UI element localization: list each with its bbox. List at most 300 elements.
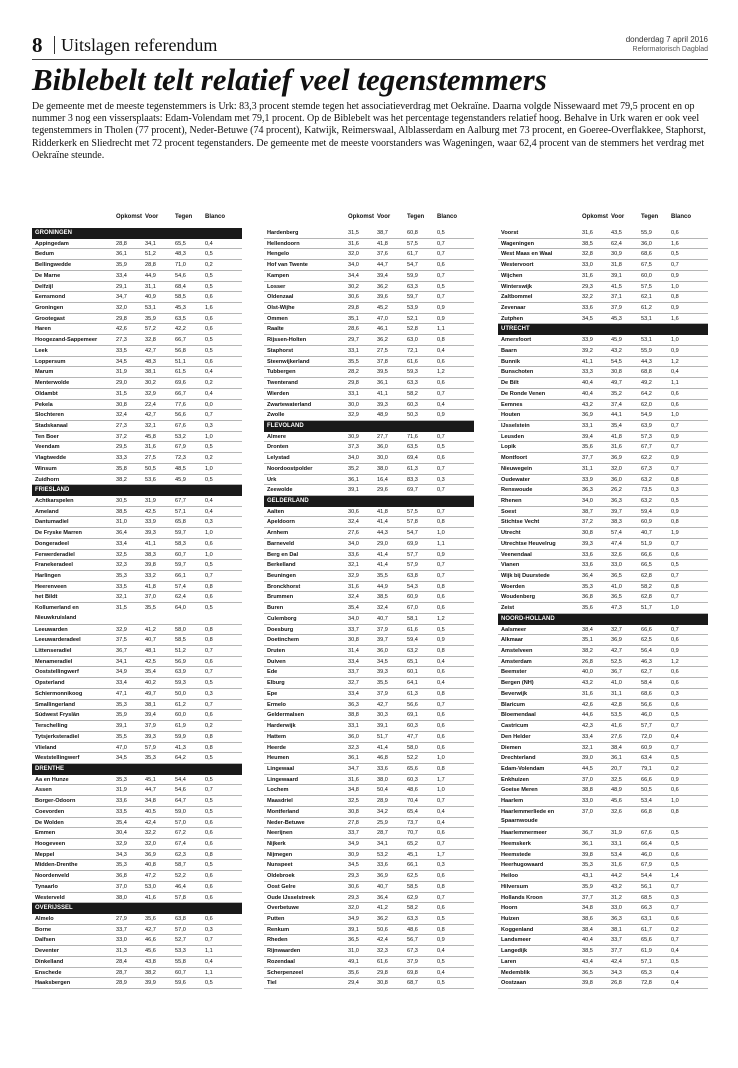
cell-opkomst: 35,6 bbox=[348, 969, 359, 976]
table-row bbox=[498, 721, 708, 732]
cell-blanco: 0,5 bbox=[205, 337, 213, 344]
municipality-name: Utrecht bbox=[501, 530, 521, 537]
cell-voor: 36,3 bbox=[611, 916, 622, 922]
cell-blanco: 0,7 bbox=[205, 648, 213, 655]
cell-voor: 62,4 bbox=[611, 240, 622, 247]
cell-voor: 34,1 bbox=[377, 840, 388, 847]
cell-blanco: 0,9 bbox=[671, 455, 679, 462]
municipality-name: Berg en Dal bbox=[267, 551, 299, 558]
cell-tegen: 58,0 bbox=[175, 626, 186, 633]
municipality-name: Midden-Drenthe bbox=[35, 862, 78, 869]
cell-blanco: 0,8 bbox=[437, 765, 445, 772]
municipality-name: Meppel bbox=[35, 851, 55, 858]
cell-opkomst: 34,9 bbox=[348, 840, 359, 847]
municipality-name: Smallingerland bbox=[35, 701, 76, 708]
cell-opkomst: 30,4 bbox=[116, 830, 127, 837]
cell-blanco: 0,5 bbox=[437, 980, 445, 987]
cell-voor: 40,2 bbox=[145, 680, 156, 687]
cell-voor: 32,1 bbox=[145, 422, 156, 429]
table-row bbox=[498, 303, 708, 314]
table-row bbox=[264, 764, 474, 775]
cell-voor: 46,1 bbox=[377, 326, 388, 333]
table-row bbox=[32, 421, 242, 432]
cell-opkomst: 40,0 bbox=[582, 669, 593, 676]
municipality-name: Berkelland bbox=[267, 562, 296, 569]
cell-voor: 36,2 bbox=[377, 337, 388, 344]
cell-blanco: 0,5 bbox=[205, 283, 213, 290]
cell-tegen: 46,0 bbox=[641, 851, 652, 858]
municipality-name: Aalten bbox=[267, 508, 285, 515]
table-row bbox=[32, 775, 242, 786]
municipality-name: Leeuwarden bbox=[35, 626, 68, 633]
cell-tegen: 69,7 bbox=[407, 487, 418, 494]
cell-blanco: 1,1 bbox=[437, 540, 445, 547]
municipality-name: Nijmegen bbox=[267, 851, 293, 858]
table-row bbox=[498, 475, 708, 486]
cell-voor: 29,8 bbox=[377, 969, 388, 976]
cell-opkomst: 27,9 bbox=[116, 916, 127, 922]
table-row bbox=[498, 893, 708, 904]
municipality-name: Ferwerderadiel bbox=[35, 551, 75, 558]
municipality-name: Tynaarlo bbox=[35, 883, 58, 890]
table-row bbox=[32, 453, 242, 464]
cell-opkomst: 43,1 bbox=[582, 873, 593, 880]
cell-tegen: 42,2 bbox=[175, 326, 186, 333]
cell-tegen: 52,8 bbox=[407, 326, 418, 333]
cell-tegen: 53,2 bbox=[175, 433, 186, 440]
municipality-name: Lelystad bbox=[267, 455, 290, 462]
table-row bbox=[498, 785, 708, 796]
cell-blanco: 0,5 bbox=[437, 230, 445, 236]
cell-blanco: 0,3 bbox=[671, 894, 679, 901]
table-row bbox=[264, 335, 474, 346]
cell-voor: 35,9 bbox=[145, 315, 156, 322]
cell-blanco: 0,8 bbox=[437, 519, 445, 526]
cell-tegen: 57,8 bbox=[175, 894, 186, 901]
cell-blanco: 0,4 bbox=[437, 680, 445, 687]
cell-blanco: 0,5 bbox=[205, 272, 213, 279]
table-row bbox=[32, 807, 242, 818]
cell-tegen: 77,6 bbox=[175, 401, 186, 408]
cell-tegen: 60,0 bbox=[175, 712, 186, 719]
cell-blanco: 0,4 bbox=[437, 969, 445, 976]
cell-blanco: 0,5 bbox=[671, 840, 679, 847]
cell-blanco: 0,4 bbox=[205, 369, 213, 376]
cell-blanco: 0,6 bbox=[437, 455, 445, 462]
municipality-name: Rijssen-Holten bbox=[267, 337, 307, 344]
cell-voor: 35,4 bbox=[611, 422, 622, 429]
cell-tegen: 44,3 bbox=[641, 358, 652, 365]
cell-blanco: 0,3 bbox=[671, 487, 679, 494]
municipality-name: Neder-Betuwe bbox=[267, 819, 305, 826]
cell-voor: 41,4 bbox=[377, 562, 388, 569]
table-row bbox=[32, 528, 242, 539]
cell-blanco: 0,6 bbox=[205, 873, 213, 880]
cell-voor: 51,2 bbox=[145, 251, 156, 258]
cell-blanco: 0,5 bbox=[205, 808, 213, 815]
cell-opkomst: 31,6 bbox=[582, 272, 593, 279]
municipality-name: Hoogezand-Sappemeer bbox=[35, 337, 98, 344]
cell-tegen: 63,2 bbox=[641, 497, 652, 504]
cell-opkomst: 32,4 bbox=[348, 594, 359, 601]
cell-tegen: 60,9 bbox=[641, 519, 652, 526]
municipality-name: Medemblik bbox=[501, 969, 530, 976]
cell-opkomst: 30,8 bbox=[582, 530, 593, 537]
cell-tegen: 58,0 bbox=[407, 744, 418, 751]
municipality-name: Dalfsen bbox=[35, 937, 56, 944]
cell-voor: 36,0 bbox=[611, 476, 622, 483]
municipality-name: Laren bbox=[501, 958, 517, 965]
table-row bbox=[32, 560, 242, 571]
cell-opkomst: 37,2 bbox=[116, 433, 127, 440]
table-row bbox=[32, 324, 242, 335]
municipality-name: Almelo bbox=[35, 916, 54, 922]
table-row bbox=[264, 271, 474, 282]
column-header bbox=[498, 210, 708, 228]
cell-voor: 38,1 bbox=[145, 369, 156, 376]
cell-voor: 31,1 bbox=[611, 690, 622, 697]
municipality-name: Vlagtwedde bbox=[35, 455, 67, 462]
cell-opkomst: 35,3 bbox=[116, 776, 127, 783]
cell-tegen: 57,0 bbox=[175, 926, 186, 933]
municipality-name: Goeise Meren bbox=[501, 787, 538, 794]
table-row bbox=[498, 667, 708, 678]
table-row bbox=[498, 528, 708, 539]
municipality-name: Bronckhorst bbox=[267, 583, 301, 590]
table-row bbox=[264, 400, 474, 411]
cell-opkomst: 37,7 bbox=[582, 455, 593, 462]
municipality-name: Wageningen bbox=[501, 240, 535, 247]
municipality-name: Slochteren bbox=[35, 412, 64, 419]
table-row bbox=[498, 249, 708, 260]
table-row bbox=[32, 753, 242, 764]
municipality-name: Aalsmeer bbox=[501, 626, 527, 633]
cell-blanco: 0,8 bbox=[437, 883, 445, 890]
cell-opkomst: 36,3 bbox=[348, 701, 359, 708]
cell-tegen: 62,2 bbox=[641, 455, 652, 462]
table-row bbox=[264, 507, 474, 518]
cell-opkomst: 33,5 bbox=[116, 583, 127, 590]
cell-tegen: 62,8 bbox=[641, 573, 652, 579]
cell-opkomst: 44,6 bbox=[582, 712, 593, 719]
cell-opkomst: 38,5 bbox=[582, 948, 593, 955]
municipality-name: Almere bbox=[267, 433, 286, 440]
cell-tegen: 59,0 bbox=[175, 808, 186, 815]
cell-voor: 43,2 bbox=[611, 883, 622, 890]
cell-blanco: 0,9 bbox=[437, 551, 445, 558]
cell-opkomst: 32,1 bbox=[582, 744, 593, 751]
cell-tegen: 47,7 bbox=[407, 733, 418, 740]
cell-opkomst: 38,0 bbox=[116, 894, 127, 901]
cell-voor: 38,3 bbox=[611, 519, 622, 526]
cell-tegen: 69,9 bbox=[407, 540, 418, 547]
cell-blanco: 0,9 bbox=[437, 305, 445, 312]
cell-opkomst: 40,4 bbox=[582, 390, 593, 397]
cell-opkomst: 38,4 bbox=[582, 626, 593, 633]
cell-voor: 30,9 bbox=[611, 251, 622, 258]
cell-blanco: 0,6 bbox=[671, 851, 679, 858]
cell-voor: 43,2 bbox=[611, 347, 622, 354]
cell-opkomst: 33,0 bbox=[116, 937, 127, 944]
municipality-name: Leeuwarderadeel bbox=[35, 637, 81, 644]
cell-tegen: 63,2 bbox=[641, 476, 652, 483]
cell-blanco: 1,0 bbox=[671, 412, 679, 419]
table-row bbox=[32, 721, 242, 732]
municipality-name: Emmen bbox=[35, 830, 56, 837]
column-header-cell: Opkomst bbox=[116, 214, 143, 220]
table-row bbox=[498, 260, 708, 271]
table-row bbox=[264, 689, 474, 700]
cell-voor: 42,5 bbox=[145, 508, 156, 515]
cell-opkomst: 31,6 bbox=[348, 776, 359, 783]
municipality-name: Haarlemmermeer bbox=[501, 830, 547, 837]
cell-tegen: 57,0 bbox=[175, 819, 186, 826]
cell-tegen: 72,1 bbox=[407, 347, 418, 354]
cell-tegen: 62,0 bbox=[641, 401, 652, 408]
cell-voor: 39,6 bbox=[377, 294, 388, 301]
cell-tegen: 63,3 bbox=[407, 283, 418, 290]
cell-voor: 42,7 bbox=[377, 701, 388, 708]
cell-blanco: 0,2 bbox=[205, 380, 213, 387]
cell-tegen: 56,6 bbox=[407, 701, 418, 708]
municipality-name: Zaltbommel bbox=[501, 294, 533, 301]
cell-opkomst: 42,6 bbox=[116, 326, 127, 333]
cell-opkomst: 29,8 bbox=[348, 380, 359, 387]
table-row bbox=[264, 571, 474, 582]
table-row bbox=[498, 775, 708, 786]
cell-blanco: 0,7 bbox=[437, 465, 445, 472]
cell-voor: 26,2 bbox=[611, 487, 622, 494]
municipality-name: het Bildt bbox=[35, 594, 58, 601]
cell-voor: 33,6 bbox=[377, 765, 388, 772]
cell-voor: 38,0 bbox=[377, 776, 388, 783]
municipality-name: Nunspeet bbox=[267, 862, 293, 869]
cell-voor: 41,6 bbox=[145, 894, 156, 901]
table-row bbox=[498, 282, 708, 293]
cell-voor: 44,9 bbox=[377, 583, 388, 590]
cell-opkomst: 29,3 bbox=[348, 894, 359, 901]
municipality-name: Arnhem bbox=[267, 530, 289, 537]
cell-voor: 30,0 bbox=[377, 455, 388, 462]
cell-tegen: 65,2 bbox=[407, 840, 418, 847]
cell-opkomst: 34,4 bbox=[348, 272, 359, 279]
municipality-name: Bedum bbox=[35, 251, 54, 258]
cell-tegen: 67,0 bbox=[407, 605, 418, 612]
municipality-name: Zeist bbox=[501, 605, 515, 612]
cell-tegen: 63,3 bbox=[407, 380, 418, 387]
municipality-name: Groningen bbox=[35, 305, 64, 312]
cell-blanco: 0,6 bbox=[437, 712, 445, 719]
results-column-2 bbox=[264, 210, 474, 989]
cell-voor: 37,4 bbox=[611, 401, 622, 408]
municipality-name: Haren bbox=[35, 326, 51, 333]
cell-opkomst: 33,6 bbox=[348, 551, 359, 558]
table-row bbox=[498, 828, 708, 839]
cell-voor: 57,4 bbox=[611, 530, 622, 537]
province-header: UTRECHT bbox=[498, 324, 708, 335]
table-row bbox=[498, 314, 708, 325]
municipality-name: Hof van Twente bbox=[267, 262, 308, 269]
cell-blanco: 0,7 bbox=[671, 883, 679, 890]
municipality-name: Ten Boer bbox=[35, 433, 59, 440]
cell-tegen: 55,9 bbox=[641, 347, 652, 354]
table-row bbox=[498, 582, 708, 593]
cell-voor: 45,6 bbox=[145, 948, 156, 955]
cell-voor: 31,6 bbox=[611, 444, 622, 451]
cell-opkomst: 39,8 bbox=[582, 851, 593, 858]
cell-voor: 30,8 bbox=[611, 369, 622, 376]
cell-blanco: 0,6 bbox=[205, 916, 213, 922]
municipality-name: Veendam bbox=[35, 444, 60, 451]
table-row bbox=[32, 818, 242, 829]
table-row bbox=[264, 625, 474, 636]
cell-tegen: 59,4 bbox=[407, 637, 418, 644]
table-row bbox=[32, 657, 242, 668]
cell-voor: 37,6 bbox=[377, 251, 388, 258]
cell-voor: 36,1 bbox=[377, 380, 388, 387]
cell-opkomst: 32,2 bbox=[582, 294, 593, 301]
cell-voor: 47,4 bbox=[611, 540, 622, 547]
cell-voor: 28,9 bbox=[377, 798, 388, 805]
cell-blanco: 0,4 bbox=[437, 658, 445, 665]
cell-blanco: 1,0 bbox=[205, 465, 213, 472]
cell-tegen: 54,4 bbox=[641, 873, 652, 880]
cell-blanco: 0,2 bbox=[205, 455, 213, 462]
cell-blanco: 0,7 bbox=[437, 562, 445, 569]
cell-opkomst: 34,0 bbox=[348, 615, 359, 622]
cell-opkomst: 34,7 bbox=[116, 294, 127, 301]
cell-voor: 31,6 bbox=[611, 862, 622, 869]
municipality-name: Achtkarspelen bbox=[35, 497, 74, 504]
cell-opkomst: 36,1 bbox=[348, 755, 359, 762]
cell-tegen: 58,1 bbox=[407, 615, 418, 622]
cell-voor: 32,9 bbox=[145, 390, 156, 397]
cell-blanco: 0,7 bbox=[671, 744, 679, 751]
table-row bbox=[264, 871, 474, 882]
cell-tegen: 63,1 bbox=[641, 916, 652, 922]
table-row bbox=[32, 839, 242, 850]
cell-blanco: 1,6 bbox=[671, 315, 679, 322]
municipality-name: Hoogeveen bbox=[35, 840, 66, 847]
cell-opkomst: 43,2 bbox=[582, 401, 593, 408]
cell-blanco: 0,5 bbox=[205, 798, 213, 805]
cell-voor: 57,9 bbox=[145, 744, 156, 751]
cell-voor: 46,6 bbox=[145, 937, 156, 944]
table-row bbox=[498, 914, 708, 925]
cell-tegen: 54,3 bbox=[407, 583, 418, 590]
cell-voor: 32,5 bbox=[611, 776, 622, 783]
cell-blanco: 0,7 bbox=[671, 422, 679, 429]
cell-tegen: 61,2 bbox=[175, 701, 186, 708]
cell-blanco: 1,4 bbox=[671, 873, 679, 880]
table-row bbox=[498, 442, 708, 453]
cell-voor: 32,6 bbox=[611, 551, 622, 558]
province-header: GELDERLAND bbox=[264, 496, 474, 507]
cell-voor: 42,4 bbox=[611, 958, 622, 965]
results-column-3 bbox=[498, 210, 708, 989]
municipality-name: Enschede bbox=[35, 969, 62, 976]
cell-blanco: 0,6 bbox=[437, 380, 445, 387]
municipality-name: Montferland bbox=[267, 808, 300, 815]
municipality-name: Ede bbox=[267, 669, 278, 676]
cell-opkomst: 38,5 bbox=[116, 508, 127, 515]
table-row bbox=[498, 850, 708, 861]
cell-tegen: 56,9 bbox=[175, 658, 186, 665]
municipality-name: Maasdriel bbox=[267, 798, 293, 805]
cell-blanco: 0,8 bbox=[437, 337, 445, 344]
table-row bbox=[498, 935, 708, 946]
municipality-name: Drechterland bbox=[501, 755, 536, 762]
cell-opkomst: 33,9 bbox=[582, 476, 593, 483]
cell-blanco: 0,5 bbox=[671, 958, 679, 965]
cell-opkomst: 33,4 bbox=[348, 658, 359, 665]
cell-opkomst: 39,1 bbox=[116, 723, 127, 730]
table-row bbox=[32, 914, 242, 925]
cell-voor: 33,2 bbox=[145, 573, 156, 579]
cell-voor: 42,7 bbox=[145, 412, 156, 419]
cell-voor: 28,7 bbox=[377, 830, 388, 837]
cell-voor: 57,2 bbox=[145, 326, 156, 333]
table-row bbox=[498, 946, 708, 957]
table-row bbox=[264, 882, 474, 893]
column-header bbox=[32, 210, 242, 228]
table-row bbox=[264, 249, 474, 260]
cell-blanco: 0,6 bbox=[205, 540, 213, 547]
table-row bbox=[264, 282, 474, 293]
cell-blanco: 0,5 bbox=[205, 862, 213, 869]
cell-blanco: 0,6 bbox=[437, 733, 445, 740]
cell-voor: 40,8 bbox=[145, 862, 156, 869]
cell-opkomst: 31,9 bbox=[116, 369, 127, 376]
cell-opkomst: 49,1 bbox=[348, 958, 359, 965]
municipality-name: Delfzijl bbox=[35, 283, 54, 290]
cell-tegen: 59,3 bbox=[175, 680, 186, 687]
cell-opkomst: 36,8 bbox=[582, 594, 593, 601]
cell-voor: 32,4 bbox=[377, 605, 388, 612]
cell-opkomst: 30,9 bbox=[348, 433, 359, 440]
cell-tegen: 61,7 bbox=[407, 251, 418, 258]
cell-opkomst: 39,2 bbox=[582, 347, 593, 354]
cell-opkomst: 30,2 bbox=[348, 283, 359, 290]
municipality-name: Renkum bbox=[267, 926, 290, 933]
table-row bbox=[32, 582, 242, 593]
cell-tegen: 51,2 bbox=[175, 648, 186, 655]
cell-blanco: 1,0 bbox=[437, 787, 445, 794]
cell-opkomst: 33,4 bbox=[116, 540, 127, 547]
table-row bbox=[32, 357, 242, 368]
cell-blanco: 0,9 bbox=[671, 433, 679, 440]
cell-voor: 41,1 bbox=[145, 540, 156, 547]
table-row bbox=[264, 785, 474, 796]
cell-voor: 45,3 bbox=[611, 315, 622, 322]
cell-tegen: 66,7 bbox=[175, 337, 186, 344]
cell-tegen: 83,3 bbox=[407, 476, 418, 483]
cell-tegen: 55,9 bbox=[641, 230, 652, 236]
cell-tegen: 53,4 bbox=[641, 798, 652, 805]
cell-opkomst: 31,5 bbox=[116, 390, 127, 397]
cell-opkomst: 34,0 bbox=[582, 497, 593, 504]
cell-voor: 26,8 bbox=[611, 980, 622, 987]
municipality-name: De Wolden bbox=[35, 819, 64, 826]
cell-voor: 37,9 bbox=[377, 690, 388, 697]
table-row bbox=[498, 357, 708, 368]
cell-tegen: 67,9 bbox=[175, 444, 186, 451]
cell-blanco: 1,1 bbox=[671, 380, 679, 387]
cell-opkomst: 33,6 bbox=[116, 798, 127, 805]
municipality-name: Bunschoten bbox=[501, 369, 534, 376]
cell-tegen: 45,1 bbox=[407, 851, 418, 858]
cell-blanco: 0,6 bbox=[205, 315, 213, 322]
